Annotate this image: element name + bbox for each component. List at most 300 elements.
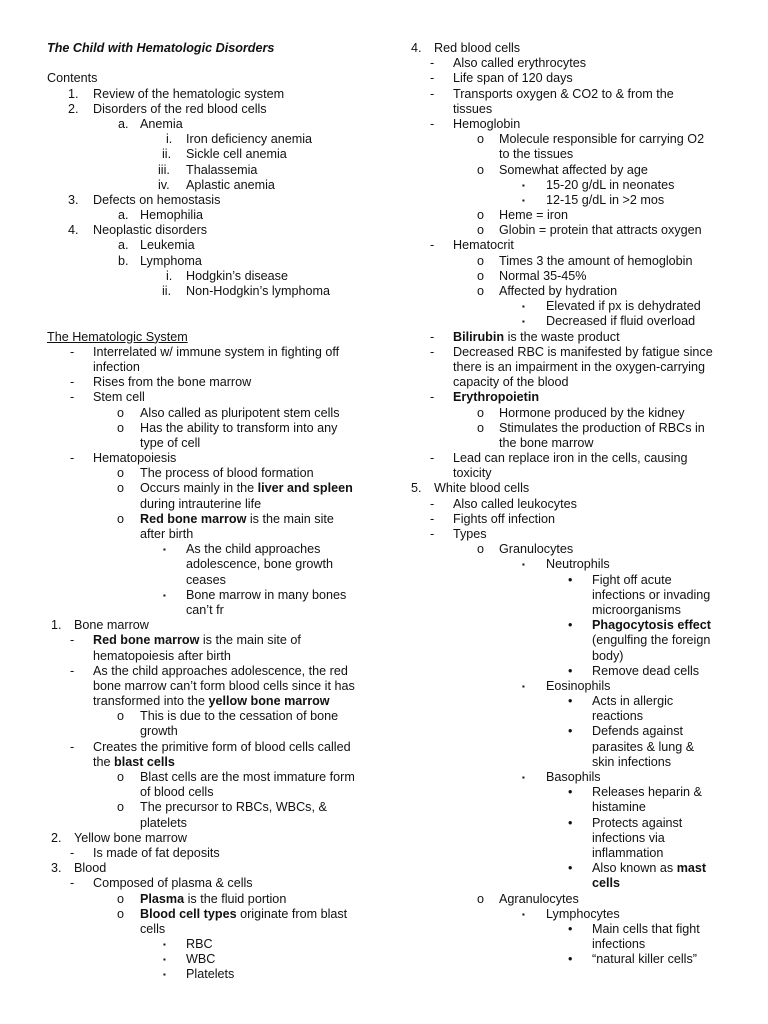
line-text bbox=[93, 755, 175, 770]
list-item-continuation bbox=[0, 527, 400, 542]
list-item bbox=[398, 421, 768, 436]
line-text: Decreased if fluid overload bbox=[546, 314, 696, 329]
text-run: is the main site of bbox=[199, 633, 301, 648]
list-marker: ▪ bbox=[163, 940, 166, 950]
list-item bbox=[0, 284, 400, 299]
list-item-continuation bbox=[0, 816, 400, 831]
line-text: Non-Hodgkin’s lymphoma bbox=[186, 284, 330, 298]
list-marker: • bbox=[568, 572, 573, 587]
list-item bbox=[398, 284, 768, 299]
list-item bbox=[398, 557, 768, 572]
list-marker: ▪ bbox=[163, 970, 166, 980]
list-item-continuation bbox=[398, 649, 768, 664]
text-line bbox=[0, 71, 400, 86]
list-marker: - bbox=[430, 71, 435, 86]
list-item-continuation bbox=[398, 375, 768, 390]
bold-term: mast bbox=[676, 861, 707, 876]
line-text: Bone marrow in many bones bbox=[186, 587, 347, 602]
list-marker: o bbox=[477, 891, 485, 906]
line-text: parasites & lung & bbox=[592, 739, 695, 754]
list-item-continuation bbox=[398, 740, 768, 755]
bold-term: Red bone marrow bbox=[93, 633, 200, 648]
list-marker: ii. bbox=[162, 147, 172, 162]
list-item bbox=[398, 390, 768, 405]
list-item bbox=[398, 87, 768, 102]
list-item bbox=[0, 618, 400, 633]
list-item bbox=[0, 117, 400, 132]
line-text: Aplastic anemia bbox=[186, 177, 275, 192]
line-text: body) bbox=[592, 648, 624, 663]
list-marker: ▪ bbox=[522, 773, 525, 782]
list-item bbox=[0, 876, 400, 891]
bold-term: blast cells bbox=[114, 754, 175, 769]
line-text: Red blood cells bbox=[434, 41, 521, 55]
line-text: infection bbox=[93, 359, 140, 374]
line-text: As the child approaches adolescence, the red bbox=[93, 663, 348, 678]
line-text: microorganisms bbox=[592, 602, 681, 617]
list-marker: o bbox=[117, 709, 125, 724]
list-item bbox=[0, 163, 400, 178]
blank-line bbox=[0, 56, 400, 71]
list-item bbox=[0, 132, 400, 147]
list-item-continuation bbox=[398, 709, 768, 724]
line-text: Interrelated w/ immune system in fighting off bbox=[93, 344, 340, 359]
line-text bbox=[453, 330, 620, 345]
line-text: Leukemia bbox=[140, 238, 195, 253]
list-marker: 3. bbox=[51, 861, 62, 876]
list-marker: • bbox=[568, 861, 573, 876]
line-text: RBC bbox=[186, 937, 213, 952]
list-item bbox=[0, 254, 400, 269]
bold-term: Erythropoietin bbox=[453, 390, 540, 405]
line-text: Blast cells are the most immature form bbox=[140, 770, 355, 784]
list-item-continuation bbox=[398, 147, 768, 162]
line-text: Normal 35-45% bbox=[499, 268, 587, 283]
text-run: is the fluid portion bbox=[184, 891, 287, 906]
list-item bbox=[0, 406, 400, 421]
list-marker: o bbox=[117, 906, 125, 921]
bold-term: Plasma bbox=[140, 891, 185, 906]
list-marker: 2. bbox=[68, 101, 79, 116]
list-item bbox=[398, 193, 768, 208]
line-text: Composed of plasma & cells bbox=[93, 876, 253, 891]
list-item bbox=[0, 633, 400, 648]
text-run: is the main site bbox=[246, 511, 334, 526]
list-item bbox=[398, 861, 768, 876]
list-item-continuation bbox=[0, 724, 400, 739]
list-marker: i. bbox=[166, 132, 173, 147]
list-item bbox=[0, 861, 400, 876]
line-text: Hodgkin’s disease bbox=[186, 268, 288, 283]
list-item bbox=[398, 178, 768, 193]
list-marker: - bbox=[430, 56, 435, 71]
list-item bbox=[398, 892, 768, 907]
list-item bbox=[0, 238, 400, 253]
line-text: growth bbox=[140, 724, 178, 739]
list-item bbox=[398, 952, 768, 967]
line-text: As the child approaches bbox=[186, 542, 321, 557]
list-marker: iii. bbox=[158, 162, 170, 177]
list-item-continuation bbox=[398, 360, 768, 375]
list-marker: - bbox=[430, 511, 435, 526]
line-text: capacity of the blood bbox=[453, 375, 569, 390]
line-text: inflammation bbox=[592, 845, 664, 860]
line-text: there is an impairment in the oxygen-carrying bbox=[453, 359, 705, 374]
line-text: Molecule responsible for carrying O2 bbox=[499, 132, 705, 147]
list-marker: ▪ bbox=[522, 195, 525, 205]
list-marker: - bbox=[70, 739, 75, 754]
list-item bbox=[0, 709, 400, 724]
list-item-continuation bbox=[398, 466, 768, 481]
line-text: Agranulocytes bbox=[499, 891, 579, 906]
list-item bbox=[398, 770, 768, 785]
line-text: Is made of fat deposits bbox=[93, 845, 220, 860]
list-item bbox=[398, 573, 768, 588]
list-marker: 1. bbox=[51, 618, 62, 633]
line-text: Times 3 the amount of hemoglobin bbox=[499, 253, 693, 268]
list-marker: ▪ bbox=[163, 590, 166, 600]
list-item bbox=[0, 269, 400, 284]
list-item-continuation bbox=[398, 588, 768, 603]
list-marker: o bbox=[477, 253, 485, 268]
list-item bbox=[398, 163, 768, 178]
list-marker: o bbox=[117, 481, 125, 496]
list-marker: - bbox=[430, 344, 435, 359]
list-item bbox=[0, 907, 400, 922]
list-item bbox=[0, 952, 400, 967]
text-run: is the waste product bbox=[504, 329, 620, 344]
list-item-continuation bbox=[0, 436, 400, 451]
list-item-continuation bbox=[398, 603, 768, 618]
line-text: Granulocytes bbox=[499, 542, 574, 557]
list-marker: • bbox=[568, 785, 573, 800]
line-text bbox=[592, 876, 620, 891]
line-text: the bone marrow bbox=[499, 435, 594, 450]
list-item bbox=[0, 102, 400, 117]
list-item bbox=[398, 56, 768, 71]
line-text: Basophils bbox=[546, 770, 601, 784]
line-text: Blood bbox=[74, 861, 107, 876]
list-marker: ▪ bbox=[163, 545, 166, 555]
bold-term: yellow bone marrow bbox=[208, 694, 330, 709]
line-text: Main cells that fight bbox=[592, 921, 700, 936]
list-item bbox=[398, 345, 768, 360]
line-text: to the tissues bbox=[499, 147, 574, 162]
line-text: Affected by hydration bbox=[499, 284, 618, 298]
list-marker: - bbox=[430, 238, 435, 253]
list-item bbox=[398, 41, 768, 56]
line-text: tissues bbox=[453, 101, 493, 116]
list-item bbox=[398, 816, 768, 831]
line-text bbox=[140, 907, 347, 922]
list-item-continuation bbox=[0, 360, 400, 375]
list-marker: iv. bbox=[158, 177, 170, 192]
list-marker: 2. bbox=[51, 830, 62, 845]
list-item bbox=[0, 193, 400, 208]
line-text: (engulfing the foreign bbox=[592, 633, 711, 648]
list-item-continuation bbox=[0, 497, 400, 512]
list-item-continuation bbox=[398, 800, 768, 815]
list-marker: i. bbox=[166, 268, 173, 283]
list-item bbox=[0, 345, 400, 360]
list-marker: a. bbox=[118, 116, 129, 131]
bold-term: Red bone marrow bbox=[140, 511, 247, 526]
line-text: Lymphoma bbox=[140, 253, 202, 268]
list-item bbox=[398, 117, 768, 132]
list-marker: a. bbox=[118, 208, 129, 223]
line-text: of blood cells bbox=[140, 785, 214, 800]
line-text: WBC bbox=[186, 952, 216, 967]
list-marker: - bbox=[70, 451, 75, 466]
bold-term: Blood cell types bbox=[140, 906, 237, 921]
line-text bbox=[140, 512, 334, 527]
list-item bbox=[398, 922, 768, 937]
list-marker: - bbox=[70, 845, 75, 860]
list-item bbox=[398, 542, 768, 557]
line-text: Hemoglobin bbox=[453, 116, 521, 131]
list-item-continuation bbox=[398, 633, 768, 648]
list-item bbox=[398, 132, 768, 147]
list-item bbox=[398, 694, 768, 709]
list-item bbox=[398, 406, 768, 421]
line-text: Creates the primitive form of blood cells called bbox=[93, 739, 351, 754]
line-text: Lymphocytes bbox=[546, 906, 620, 921]
line-text: platelets bbox=[140, 815, 187, 830]
list-marker: o bbox=[117, 420, 125, 435]
line-text bbox=[93, 633, 301, 648]
line-text: Bone marrow bbox=[74, 618, 149, 633]
list-marker: ▪ bbox=[522, 180, 525, 190]
list-marker: o bbox=[117, 770, 125, 784]
list-marker: - bbox=[70, 375, 75, 390]
list-item bbox=[398, 223, 768, 238]
line-text: bone marrow can’t form blood cells since it has bbox=[93, 678, 355, 693]
line-text: Review of the hematologic system bbox=[93, 86, 285, 101]
line-text: 12-15 g/dL in >2 mos bbox=[546, 192, 665, 207]
list-marker: o bbox=[477, 162, 485, 177]
list-item bbox=[398, 664, 768, 679]
list-item bbox=[0, 512, 400, 527]
text-run: Occurs mainly in the bbox=[140, 481, 258, 496]
list-marker: ▪ bbox=[163, 955, 166, 965]
line-text: can’t fr bbox=[186, 602, 224, 617]
line-text: infections or invading bbox=[592, 587, 711, 602]
line-text: type of cell bbox=[140, 435, 201, 450]
line-text: Fight off acute bbox=[592, 572, 672, 587]
right-column bbox=[398, 41, 768, 967]
bold-term: cells bbox=[592, 876, 621, 891]
list-item bbox=[0, 831, 400, 846]
line-text bbox=[453, 390, 539, 405]
list-item-continuation bbox=[398, 102, 768, 117]
line-text: The precursor to RBCs, WBCs, & bbox=[140, 800, 327, 815]
list-marker: ii. bbox=[162, 284, 172, 298]
line-text: Acts in allergic bbox=[592, 694, 674, 709]
list-marker: • bbox=[568, 724, 573, 739]
section-heading bbox=[0, 330, 400, 345]
list-marker: 4. bbox=[411, 41, 422, 55]
list-item bbox=[0, 375, 400, 390]
line-text: after birth bbox=[140, 527, 194, 541]
list-marker: 5. bbox=[411, 481, 422, 496]
line-text: toxicity bbox=[453, 466, 492, 481]
line-text: “natural killer cells” bbox=[592, 952, 697, 967]
list-marker: - bbox=[430, 496, 435, 511]
text-run: the bbox=[93, 754, 115, 769]
list-item-continuation bbox=[0, 557, 400, 572]
list-item bbox=[0, 770, 400, 785]
line-text: White blood cells bbox=[434, 481, 530, 496]
list-marker: o bbox=[477, 405, 485, 420]
line-text: hematopoiesis after birth bbox=[93, 648, 231, 663]
list-item-continuation bbox=[0, 785, 400, 800]
list-item-continuation bbox=[0, 603, 400, 618]
line-text: Neutrophils bbox=[546, 557, 610, 572]
list-item bbox=[0, 542, 400, 557]
list-marker: - bbox=[70, 663, 75, 678]
list-marker: • bbox=[568, 618, 573, 633]
line-text: Stimulates the production of RBCs in bbox=[499, 420, 705, 435]
list-item bbox=[0, 937, 400, 952]
list-item bbox=[0, 451, 400, 466]
list-marker: ▪ bbox=[522, 317, 525, 327]
list-item-continuation bbox=[0, 573, 400, 588]
list-marker: - bbox=[430, 390, 435, 405]
list-marker: - bbox=[430, 116, 435, 131]
line-text: The process of blood formation bbox=[140, 466, 314, 481]
line-text: Also called leukocytes bbox=[453, 496, 577, 511]
list-item-continuation bbox=[398, 876, 768, 891]
text-run: Also known as bbox=[592, 861, 677, 876]
list-item bbox=[398, 497, 768, 512]
list-marker: - bbox=[70, 633, 75, 648]
list-item bbox=[398, 785, 768, 800]
line-text: Life span of 120 days bbox=[453, 71, 573, 86]
list-marker: o bbox=[477, 268, 485, 283]
line-text: reactions bbox=[592, 709, 644, 724]
blank-line bbox=[0, 299, 400, 314]
line-text: This is due to the cessation of bone bbox=[140, 709, 339, 724]
list-item bbox=[398, 724, 768, 739]
list-marker: - bbox=[430, 86, 435, 101]
line-text bbox=[140, 892, 286, 907]
line-text: 15-20 g/dL in neonates bbox=[546, 177, 675, 192]
list-item bbox=[0, 800, 400, 815]
bold-term: Bilirubin bbox=[453, 329, 505, 344]
list-marker: o bbox=[117, 466, 125, 481]
line-text: Hormone produced by the kidney bbox=[499, 405, 685, 420]
list-item-continuation bbox=[398, 846, 768, 861]
line-text: ceases bbox=[186, 572, 226, 587]
list-item bbox=[0, 481, 400, 496]
line-text: The Child with Hematologic Disorders bbox=[47, 41, 275, 55]
line-text: Hemophilia bbox=[140, 208, 203, 223]
list-marker: o bbox=[477, 132, 485, 147]
blank-line bbox=[0, 314, 400, 329]
list-marker: • bbox=[568, 921, 573, 936]
line-text: Thalassemia bbox=[186, 162, 258, 177]
line-text: Has the ability to transform into any bbox=[140, 420, 338, 435]
line-text: Elevated if px is dehydrated bbox=[546, 299, 701, 314]
list-item bbox=[0, 892, 400, 907]
line-text: Heme = iron bbox=[499, 208, 568, 223]
line-text: Platelets bbox=[186, 967, 235, 982]
list-item bbox=[0, 208, 400, 223]
list-marker: - bbox=[430, 451, 435, 466]
list-item bbox=[398, 512, 768, 527]
list-item bbox=[398, 254, 768, 269]
list-item bbox=[398, 208, 768, 223]
list-item bbox=[398, 907, 768, 922]
list-item bbox=[0, 740, 400, 755]
list-item bbox=[0, 147, 400, 162]
list-marker: o bbox=[477, 284, 485, 298]
line-text: Releases heparin & bbox=[592, 785, 702, 800]
list-item bbox=[0, 421, 400, 436]
list-item bbox=[0, 967, 400, 982]
line-text: Anemia bbox=[140, 116, 183, 131]
list-marker: 3. bbox=[68, 192, 79, 207]
list-marker: o bbox=[477, 208, 485, 223]
list-item bbox=[0, 87, 400, 102]
line-text: histamine bbox=[592, 800, 646, 815]
line-text: Hematopoiesis bbox=[93, 451, 177, 466]
line-text: Hematocrit bbox=[453, 238, 514, 253]
list-item bbox=[0, 664, 400, 679]
list-marker: o bbox=[477, 542, 485, 557]
line-text: Protects against bbox=[592, 815, 683, 830]
list-item-continuation bbox=[0, 649, 400, 664]
line-text: Disorders of the red blood cells bbox=[93, 101, 267, 116]
list-marker: a. bbox=[118, 238, 129, 253]
line-text: The Hematologic System bbox=[47, 329, 188, 344]
list-item bbox=[398, 71, 768, 86]
list-item bbox=[0, 846, 400, 861]
text-run: transformed into the bbox=[93, 694, 209, 709]
list-marker: o bbox=[117, 405, 125, 420]
list-marker: o bbox=[477, 223, 485, 238]
list-item-continuation bbox=[398, 937, 768, 952]
list-item-continuation bbox=[0, 679, 400, 694]
line-text: Decreased RBC is manifested by fatigue since bbox=[453, 344, 713, 359]
line-text: Also called as pluripotent stem cells bbox=[140, 405, 340, 420]
list-item bbox=[0, 466, 400, 481]
line-text: Iron deficiency anemia bbox=[186, 132, 313, 147]
list-item bbox=[398, 314, 768, 329]
line-text: cells bbox=[140, 921, 166, 936]
line-text: Rises from the bone marrow bbox=[93, 375, 252, 390]
line-text: Globin = protein that attracts oxygen bbox=[499, 223, 702, 238]
list-item bbox=[398, 238, 768, 253]
list-marker: - bbox=[70, 390, 75, 405]
list-marker: - bbox=[70, 876, 75, 891]
line-text bbox=[592, 618, 711, 633]
list-marker: ▪ bbox=[522, 681, 525, 691]
line-text: Lead can replace iron in the cells, causing bbox=[453, 451, 688, 466]
list-item-continuation bbox=[398, 831, 768, 846]
list-item bbox=[398, 330, 768, 345]
list-item-continuation bbox=[0, 694, 400, 709]
list-item bbox=[0, 178, 400, 193]
list-marker: ▪ bbox=[522, 302, 525, 312]
list-marker: ▪ bbox=[522, 909, 525, 919]
line-text: Sickle cell anemia bbox=[186, 147, 287, 162]
list-marker: • bbox=[568, 815, 573, 830]
line-text: Eosinophils bbox=[546, 678, 611, 693]
line-text: Somewhat affected by age bbox=[499, 162, 648, 177]
list-item-continuation bbox=[398, 755, 768, 770]
list-item-continuation bbox=[0, 755, 400, 770]
